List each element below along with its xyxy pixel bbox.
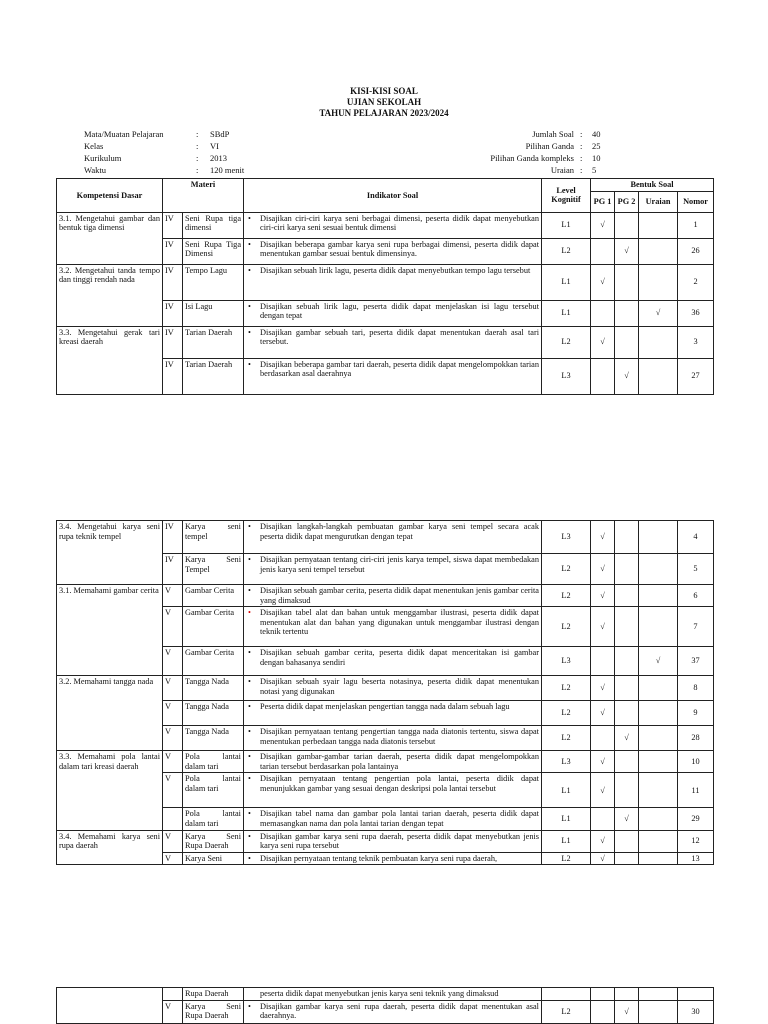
header-nomor: Nomor: [678, 191, 714, 212]
header-bentuk-soal: Bentuk Soal: [591, 179, 714, 192]
kompetensi-dasar-cell: 3.2. Mengetahui tanda tempo dan tinggi rendah nada: [57, 264, 163, 326]
meta-key: Waktu: [84, 165, 106, 175]
level-cell: L2: [542, 1000, 591, 1023]
pg2-cell: [615, 701, 639, 726]
uraian-cell: [639, 830, 678, 852]
indikator-cell: [244, 300, 542, 326]
pg2-cell: √: [615, 358, 639, 394]
level-cell: L1: [542, 300, 591, 326]
level-cell: L2: [542, 852, 591, 865]
materi-cell: Tangga Nada: [183, 676, 244, 701]
indikator-text: Disajikan sebuah gambar cerita, peserta didik dapat menentukan jenis gambar cerita yang dimaksud: [260, 586, 539, 605]
bullet-icon: •: [248, 1001, 251, 1011]
indikator-text: Disajikan tabel alat dan bahan untuk menggambar ilustrasi, peserta didik dapat menentukan alat dan bahan yang digunakan untuk menggambar ilustrasi dengan teknik tertentu: [260, 608, 539, 637]
pg2-cell: [615, 676, 639, 701]
level-cell: L1: [542, 830, 591, 852]
header-level-kognitif: Level Kognitif: [542, 179, 591, 213]
nomor-cell: 29: [678, 808, 714, 830]
indikator-cell: [244, 726, 542, 751]
pg1-cell: √: [591, 852, 615, 865]
level-cell: [542, 988, 591, 1001]
nomor-cell: 1: [678, 212, 714, 238]
meta-val: 40: [592, 129, 601, 139]
indikator-cell: [244, 751, 542, 773]
materi-cell: Gambar Cerita: [183, 647, 244, 676]
bullet-icon: •: [248, 648, 251, 658]
pg2-cell: [615, 988, 639, 1001]
pg2-cell: √: [615, 726, 639, 751]
uraian-cell: √: [639, 300, 678, 326]
indikator-cell: [244, 607, 542, 647]
indikator-text: Disajikan beberapa gambar karya seni rupa berbagai dimensi, peserta didik dapat menentukan gambar sesuai bentuk dimensinya.: [260, 239, 540, 259]
indikator-cell: [244, 521, 542, 554]
uraian-cell: [639, 701, 678, 726]
level-cell: L2: [542, 676, 591, 701]
header-uraian: Uraian: [639, 191, 678, 212]
pg1-cell: [591, 808, 615, 830]
materi-cell: Tangga Nada: [183, 726, 244, 751]
indikator-text: Disajikan sebuah syair lagu beserta notasinya, peserta didik dapat menentukan notasi yang digunakan: [260, 677, 539, 696]
materi-cell: Seni Rupa Tiga Dimensi: [183, 238, 244, 264]
bullet-icon: •: [248, 702, 251, 712]
pg1-cell: √: [591, 701, 615, 726]
meta-key: Pilihan Ganda kompleks: [490, 153, 574, 163]
table-row: [57, 212, 714, 238]
indikator-text: Disajikan sebuah lirik lagu, peserta didik dapat menjelaskan isi lagu tersebut dengan tepat: [260, 301, 540, 321]
table-row: [57, 521, 714, 554]
pg1-cell: [591, 358, 615, 394]
pg1-cell: √: [591, 773, 615, 808]
indikator-cell: [244, 676, 542, 701]
uraian-cell: [639, 726, 678, 751]
pg1-cell: [591, 988, 615, 1001]
pg1-cell: √: [591, 212, 615, 238]
bullet-icon: •: [248, 265, 251, 275]
bullet-icon: •: [248, 359, 251, 369]
materi-cell: Rupa Daerah: [183, 988, 244, 1001]
pg1-cell: √: [591, 676, 615, 701]
kelas-cell: V: [163, 751, 183, 773]
indikator-text: Disajikan beberapa gambar tari daerah, peserta didik dapat mengelompokkan tarian berdasarkan asal daerahnya: [260, 359, 540, 379]
indikator-cell: [244, 830, 542, 852]
bullet-icon: •: [248, 853, 251, 863]
indikator-cell: [244, 264, 542, 300]
uraian-cell: [639, 808, 678, 830]
kelas-cell: V: [163, 607, 183, 647]
uraian-cell: [639, 676, 678, 701]
level-cell: L2: [542, 607, 591, 647]
nomor-cell: 37: [678, 647, 714, 676]
materi-cell: Karya Seni Rupa Daerah: [183, 830, 244, 852]
header-pg1: PG 1: [591, 191, 615, 212]
materi-cell: Gambar Cerita: [183, 585, 244, 607]
bullet-icon: •: [248, 809, 251, 819]
indikator-cell: [244, 585, 542, 607]
kompetensi-dasar-cell: 3.4. Memahami karya seni rupa daerah: [57, 830, 163, 865]
meta-right: Jumlah Soal : 40 Pilihan Ganda : 25 Pilihan Ganda kompleks : 10 Uraian : 5: [468, 127, 603, 177]
meta-val: 120 menit: [210, 165, 245, 175]
pg2-cell: [615, 607, 639, 647]
level-cell: L2: [542, 554, 591, 585]
pg2-cell: [615, 264, 639, 300]
table-row: [57, 676, 714, 701]
uraian-cell: [639, 773, 678, 808]
pg1-cell: √: [591, 326, 615, 358]
kelas-cell: V: [163, 585, 183, 607]
kelas-cell: IV: [163, 326, 183, 358]
nomor-cell: 2: [678, 264, 714, 300]
kelas-cell: IV: [163, 521, 183, 554]
indikator-cell: [244, 808, 542, 830]
pg2-cell: [615, 326, 639, 358]
uraian-cell: [639, 358, 678, 394]
table-row: [57, 830, 714, 852]
nomor-cell: 5: [678, 554, 714, 585]
indikator-cell: [244, 647, 542, 676]
level-cell: L2: [542, 701, 591, 726]
header-indikator-soal: Indikator Soal: [244, 179, 542, 213]
table-row: [57, 585, 714, 607]
pg2-cell: [615, 830, 639, 852]
nomor-cell: 4: [678, 521, 714, 554]
kompetensi-dasar-cell: 3.1. Mengetahui gambar dan bentuk tiga dimensi: [57, 212, 163, 264]
indikator-cell: [244, 358, 542, 394]
level-cell: L3: [542, 521, 591, 554]
kelas-cell: IV: [163, 300, 183, 326]
pg1-cell: √: [591, 521, 615, 554]
meta-val: VI: [210, 141, 219, 151]
bullet-icon: •: [248, 774, 251, 784]
meta-val: 5: [592, 165, 597, 175]
nomor-cell: 12: [678, 830, 714, 852]
indikator-cell: [244, 326, 542, 358]
pg1-cell: [591, 300, 615, 326]
table-body: [57, 212, 714, 394]
meta-key: Pilihan Ganda: [525, 141, 574, 151]
indikator-text: Disajikan ciri-ciri karya seni berbagai dimensi, peserta didik dapat menyebutkan ciri-ciri karya seni sesuai bentuk dimensi: [260, 213, 540, 233]
bullet-icon: •: [248, 752, 251, 762]
pg1-cell: √: [591, 585, 615, 607]
pg2-cell: [615, 554, 639, 585]
header-kompetensi-dasar: Kompetensi Dasar: [57, 179, 163, 213]
bullet-icon: •: [248, 239, 251, 249]
kompetensi-dasar-cell: 3.2. Memahami tangga nada: [57, 676, 163, 751]
uraian-cell: [639, 238, 678, 264]
kelas-cell: V: [163, 647, 183, 676]
kelas-cell: IV: [163, 358, 183, 394]
kelas-cell: IV: [163, 264, 183, 300]
uraian-cell: [639, 1000, 678, 1023]
pg1-cell: √: [591, 830, 615, 852]
bullet-icon: •: [248, 831, 251, 841]
uraian-cell: [639, 554, 678, 585]
pg2-cell: [615, 521, 639, 554]
indikator-text: Disajikan pernyataan tentang pengertian pola lantai, peserta didik dapat menunjukkan gambar yang sesuai dengan deskripsi pola lantai tersebut: [260, 774, 539, 793]
nomor-cell: 13: [678, 852, 714, 865]
nomor-cell: 9: [678, 701, 714, 726]
nomor-cell: 6: [678, 585, 714, 607]
pg1-cell: √: [591, 751, 615, 773]
meta-key: Kurikulum: [84, 153, 122, 163]
meta-left: Mata/Muatan Pelajaran : SBdP Kelas : VI Kurikulum : 2013 Waktu : 120 menit: [84, 129, 245, 175]
uraian-cell: [639, 988, 678, 1001]
kompetensi-dasar-cell: [57, 988, 163, 1024]
meta-val: 10: [592, 153, 601, 163]
nomor-cell: 36: [678, 300, 714, 326]
meta-val: 2013: [210, 153, 227, 163]
kelas-cell: V: [163, 852, 183, 865]
indikator-text: peserta didik dapat menyebutkan jenis karya seni teknik yang dimaksud: [260, 989, 499, 998]
nomor-cell: 10: [678, 751, 714, 773]
title-line-2: UJIAN SEKOLAH: [346, 97, 422, 107]
pg1-cell: √: [591, 554, 615, 585]
indikator-text: Disajikan sebuah gambar cerita, peserta didik dapat menceritakan isi gambar dengan bahasanya sendiri: [260, 648, 539, 667]
bullet-icon: •: [248, 213, 251, 223]
level-cell: L2: [542, 726, 591, 751]
uraian-cell: [639, 212, 678, 238]
level-cell: L1: [542, 808, 591, 830]
kisi-table-page-2: [56, 520, 714, 865]
bullet-icon: •: [248, 555, 251, 564]
kelas-cell: IV: [163, 554, 183, 585]
pg1-cell: [591, 726, 615, 751]
bullet-icon: •: [248, 586, 251, 595]
pg2-cell: [615, 751, 639, 773]
bullet-icon: •: [248, 301, 251, 311]
meta-key: Mata/Muatan Pelajaran: [84, 129, 164, 139]
pg1-cell: [591, 238, 615, 264]
indikator-text: Disajikan langkah-langkah pembuatan gambar karya seni tempel secara acak peserta didik dapat mengurutkan dengan tepat: [260, 522, 539, 541]
pg1-cell: √: [591, 264, 615, 300]
pg2-cell: √: [615, 238, 639, 264]
kelas-cell: V: [163, 701, 183, 726]
nomor-cell: 3: [678, 326, 714, 358]
level-cell: L2: [542, 326, 591, 358]
header-pg2: PG 2: [615, 191, 639, 212]
indikator-text: Disajikan gambar-gambar tarian daerah, peserta didik dapat mengelompokkan tarian tersebut berdasarkan pola lantainya: [260, 752, 539, 771]
kisi-table-page-3: [56, 987, 714, 1024]
kompetensi-dasar-cell: 3.4. Mengetahui karya seni rupa teknik tempel: [57, 521, 163, 585]
pg2-cell: [615, 773, 639, 808]
kelas-cell: [163, 988, 183, 1001]
level-cell: L1: [542, 212, 591, 238]
materi-cell: Tarian Daerah: [183, 358, 244, 394]
materi-cell: Pola lantai dalam tari: [183, 751, 244, 773]
kompetensi-dasar-cell: 3.1. Memahami gambar cerita: [57, 585, 163, 676]
indikator-text: Disajikan pernyataan tentang teknik pembuatan karya seni rupa daerah,: [260, 853, 498, 863]
indikator-cell: [244, 773, 542, 808]
kelas-cell: IV: [163, 238, 183, 264]
level-cell: L3: [542, 751, 591, 773]
title-line-1: KISI-KISI SOAL: [350, 86, 418, 96]
materi-cell: Isi Lagu: [183, 300, 244, 326]
materi-cell: Tempo Lagu: [183, 264, 244, 300]
kelas-cell: V: [163, 773, 183, 808]
indikator-cell: [244, 701, 542, 726]
kisi-table-page-1: [56, 178, 714, 395]
level-cell: L3: [542, 647, 591, 676]
header-materi: Materi: [163, 179, 244, 213]
pg2-cell: [615, 585, 639, 607]
bullet-icon: •: [248, 727, 251, 737]
indikator-text: Disajikan sebuah lirik lagu, peserta didik dapat menyebutkan tempo lagu tersebut: [260, 265, 531, 275]
kompetensi-dasar-cell: 3.3. Mengetahui gerak tari kreasi daerah: [57, 326, 163, 394]
kelas-cell: [163, 808, 183, 830]
nomor-cell: 28: [678, 726, 714, 751]
indikator-cell: [244, 238, 542, 264]
nomor-cell: 7: [678, 607, 714, 647]
level-cell: L3: [542, 358, 591, 394]
nomor-cell: 11: [678, 773, 714, 808]
materi-cell: Tarian Daerah: [183, 326, 244, 358]
meta-key: Jumlah Soal: [532, 129, 574, 139]
indikator-text: Disajikan tabel nama dan gambar pola lantai tarian daerah, peserta didik dapat memasangkan nama dan pola lantai tarian dengan tepat: [260, 809, 539, 828]
indikator-text: Disajikan gambar sebuah tari, peserta didik dapat menentukan daerah asal tari tersebut.: [260, 327, 540, 347]
indikator-text: Disajikan gambar karya seni rupa daerah, peserta didik dapat menentukan asal daerahnya.: [260, 1001, 539, 1021]
materi-cell: Pola lantai dalam tari: [183, 808, 244, 830]
pg1-cell: √: [591, 607, 615, 647]
indikator-cell: [244, 852, 542, 865]
table-body: [57, 988, 714, 1024]
table-row: [57, 264, 714, 300]
indikator-text: Disajikan gambar karya seni rupa daerah, peserta didik dapat menyebutkan jenis karya seni rupa tersebut: [260, 831, 539, 851]
bullet-icon: •: [248, 327, 251, 337]
meta-val: 25: [592, 141, 601, 151]
nomor-cell: 27: [678, 358, 714, 394]
pg2-cell: [615, 647, 639, 676]
materi-cell: Karya Seni Tempel: [183, 554, 244, 585]
bullet-icon: •: [248, 608, 251, 618]
bullet-icon: •: [248, 677, 251, 687]
table-row: [57, 751, 714, 773]
uraian-cell: √: [639, 647, 678, 676]
uraian-cell: [639, 751, 678, 773]
indikator-cell: [244, 988, 542, 1001]
materi-cell: Pola lantai dalam tari: [183, 773, 244, 808]
bullet-icon: •: [248, 522, 251, 531]
indikator-cell: [244, 554, 542, 585]
document-title: [0, 86, 768, 119]
uraian-cell: [639, 521, 678, 554]
uraian-cell: [639, 585, 678, 607]
materi-cell: Seni Rupa tiga dimensi: [183, 212, 244, 238]
nomor-cell: 26: [678, 238, 714, 264]
nomor-cell: [678, 988, 714, 1001]
kelas-cell: V: [163, 1000, 183, 1023]
level-cell: L1: [542, 264, 591, 300]
pg2-cell: √: [615, 1000, 639, 1023]
kelas-cell: V: [163, 830, 183, 852]
kompetensi-dasar-cell: 3.3. Memahami pola lantai dalam tari kreasi daerah: [57, 751, 163, 830]
uraian-cell: [639, 326, 678, 358]
indikator-text: Peserta didik dapat menjelaskan pengertian tangga nada dalam sebuah lagu: [260, 702, 510, 712]
nomor-cell: 8: [678, 676, 714, 701]
meta-key: Kelas: [84, 141, 104, 151]
kelas-cell: V: [163, 726, 183, 751]
materi-cell: Tangga Nada: [183, 701, 244, 726]
table-row: [57, 326, 714, 358]
pg1-cell: [591, 1000, 615, 1023]
kelas-cell: IV: [163, 212, 183, 238]
indikator-text: Disajikan pernyataan tentang ciri-ciri jenis karya tempel, siswa dapat membedakan jenis karya seni tempel tersebut: [260, 555, 539, 574]
meta-val: SBdP: [210, 129, 230, 139]
kelas-cell: V: [163, 676, 183, 701]
uraian-cell: [639, 264, 678, 300]
level-cell: L2: [542, 238, 591, 264]
title-line-3: TAHUN PELAJARAN 2023/2024: [319, 108, 449, 118]
pg2-cell: [615, 852, 639, 865]
indikator-text: Disajikan pernyataan tentang pengertian tangga nada diatonis tertentu, siswa dapat menentukan perbedaan tangga nada diatonis tersebut: [260, 727, 539, 746]
table-body: [57, 521, 714, 865]
uraian-cell: [639, 852, 678, 865]
table-row: [57, 988, 714, 1001]
level-cell: L1: [542, 773, 591, 808]
meta-key: Uraian: [550, 165, 574, 175]
uraian-cell: [639, 607, 678, 647]
indikator-cell: [244, 212, 542, 238]
nomor-cell: 30: [678, 1000, 714, 1023]
pg2-cell: [615, 212, 639, 238]
materi-cell: Karya seni tempel: [183, 521, 244, 554]
materi-cell: Gambar Cerita: [183, 607, 244, 647]
level-cell: L2: [542, 585, 591, 607]
pg2-cell: √: [615, 808, 639, 830]
indikator-cell: [244, 1000, 542, 1023]
pg2-cell: [615, 300, 639, 326]
materi-cell: Karya Seni: [183, 852, 244, 865]
materi-cell: Karya Seni Rupa Daerah: [183, 1000, 244, 1023]
pg1-cell: [591, 647, 615, 676]
